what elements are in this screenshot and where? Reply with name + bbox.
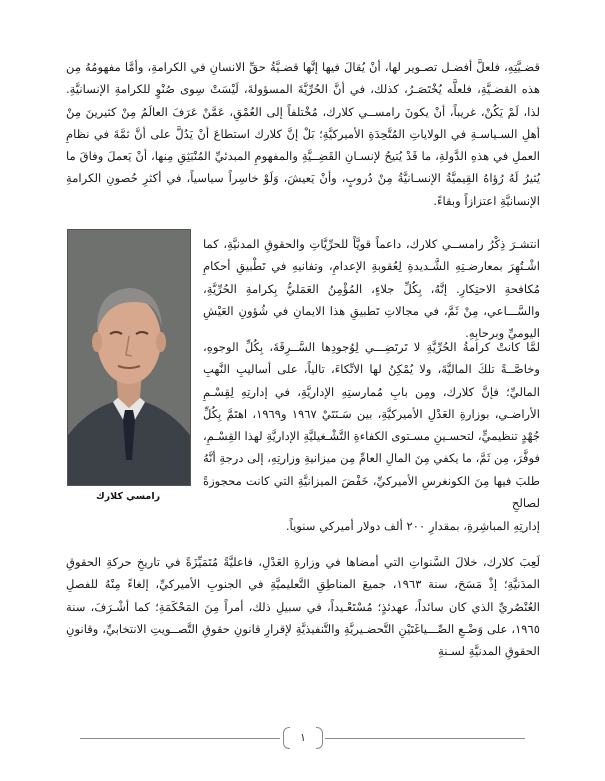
paragraph-civil-rights: لَعِبَ كلارك، خلالَ السَّنواتِ التي أمضاها في وزارةِ العَدْلِ، فاعليَّةً مُتَمَيِّزَةً في تاريخِ حركةِ الحقوقِ المدَنيَّةِ؛ إذْ مَسَحَ، سنة ١٩٦٣، جميعَ المناطِقِ التَّعليميَّةِ في الجنوبِ الأميركيِّ، إلغاءً مِنْهُ للفصلِ العُنْصُريِّ الذي كان سائداً، عهدئذٍ؛ مُسْتَعْـيداً، في سبيلِ ذلك، أمراً مِنَ المَحْكَمَةِ؛ كما أشْـرَفَ، سنة ١٩٦٥، على وَضْـعِ الصِّـــياغَتَيْنِ التَّحضـيريَّةِ والتَّنفيذيَّةِ لإقرارِ قانونِ حقوقِ التَّصــويتِ الانتخابيِّ، وقانونِ الحقوقِ المدنيَّةِ لسـنةِ bbox=[66, 555, 540, 659]
page-number: ١ bbox=[283, 730, 323, 746]
paragraph-administration-continued: إدارتِهِ المباشِرةِ، بمقدارِ ٢٠٠ ألف دولار أميركي سنوياً. bbox=[285, 519, 540, 533]
paragraph-reputation: انتشـرَ ذِكْرُ رامســي كلارك، داعماً قويَّاً للحرِّيَّاتِ والحقوقِ المدنيَّةِ، كما اشْـتُهِرَ بمعارضـتِهِ الشَّـديدةِ لِعُقوبةِ الإعدامِ، وتفانيهِ في تَطْبيقِ أحكامِ مُكافحةِ الاحتِكارِ. إنَّهُ، بِكُلِّ جلاءٍ، المُؤْمِنُ العَمَليُّ بِكرامةِ الحُرِّيَّةِ، والسَّـــاعي، مِنْ ثَمَّ، في مجالاتِ تَطبيقِ هذا الايمانِ في شُؤونِ العَيْشِ اليوميِّ وبرحابِهِ. bbox=[203, 237, 540, 341]
paragraph-intro: قضـيَّتِهِ، فلعلَّ أفضـل تصـوير لها، أنْ يُقالَ فيها إنَّها قضـيَّةُ حقِّ الانسانِ في الكرامةِ، وأمَّا مفهومُهُ مِن هذه القضـيَّةِ، فلعلَّه يُخْتَصَـرُ، كذلك، في أنَّ الحُرِّيَّةَ المسؤولةَ، لَيْسَتْ سِوى صُنْوٍ للكرامةِ الإنسانيَّةِ. لذا، لَمْ يَكُنْ، غريباً، أنْ يكونَ رامســي كلارك، مُخْتلفاً إلى العُمْقِ، عَمَّنْ عَرَفَ العالَمُ مِنْ كثيرينَ مِنْ أهلِ السـياسـةِ في الولاياتِ المُتَّحِدَةِ الأميركيَّةِ؛ بَلْ إنَّ كلارك استطاعَ أنْ يَدُلَّ على أنَّ ثمَّةَ في نظامِ العملِ في هذهِ الدَّولةِ، ما قَدْ يُتيحُ لإنسـانِ القَضِــيَّةِ والمفهومِ المبدئيِّ المُنْبَثِقِ مِنها، أنْ يَعملَ وفاقَ ما يُثيرُ لَهُ رُؤاهُ القِيميَّةُ الإنسـانيَّةُ مِنْ دُروبٍ، وأنْ يَعيشَ، وَلَوْ خاسِراً سياسياً، في أكثرِ حُصونِ الكرامةِ الإنسانيَّةِ اعتزازاً وبقاءً. bbox=[66, 60, 540, 208]
portrait-illustration bbox=[68, 230, 190, 485]
photo-caption: رامسي كلارك bbox=[95, 491, 161, 502]
footer-divider-right bbox=[325, 738, 525, 739]
portrait-photo bbox=[67, 229, 191, 486]
paragraph-administration: لمَّا كانتْ كرامةُ الحُرِّيَّةِ لا تَرتَضِـــي لِوُجودِها السَّــرِقَةَ، بِكُلِّ الوجوهِ، وخاصَّــةً تلكَ الماليَّةَ، ولا يُمْكِنُ لها الاتِّكاءَ، تالياً، على أساليبِ النَّهبِ الماليِّ؛ فإنَّ كلارك، ومِن بابِ مُمارستِهِ الإداريَّةِ، في إدارتِهِ لِقِسْـمِ الأراضـي، بوزارةِ العَدْلِ الأميركيَّةِ، بين سَـنَتَيْ ١٩٦٧ و١٩٦٩، اهتَمَّ بِكُلِّ جُهْدٍ تنظيميٍّ، لتحسـينِ مسـتوى الكفاءةِ التَّشْـغيليَّةِ الإداريَّةِ لهذا القِسْـمِ، فوفَّرَ، مِن ثَمَّ، ما يكفي مِنَ المالِ العامِّ مِن ميزانيةِ وزارتِهِ، إلى درجةِ أنَّهُ طلبَ فيها مِنَ الكونغرسِ الأميركيِّ، خَفْضَ الميزانيَّةِ التي كانت محجوزةً لصالحِ bbox=[203, 340, 540, 511]
footer-divider-left bbox=[80, 738, 280, 739]
